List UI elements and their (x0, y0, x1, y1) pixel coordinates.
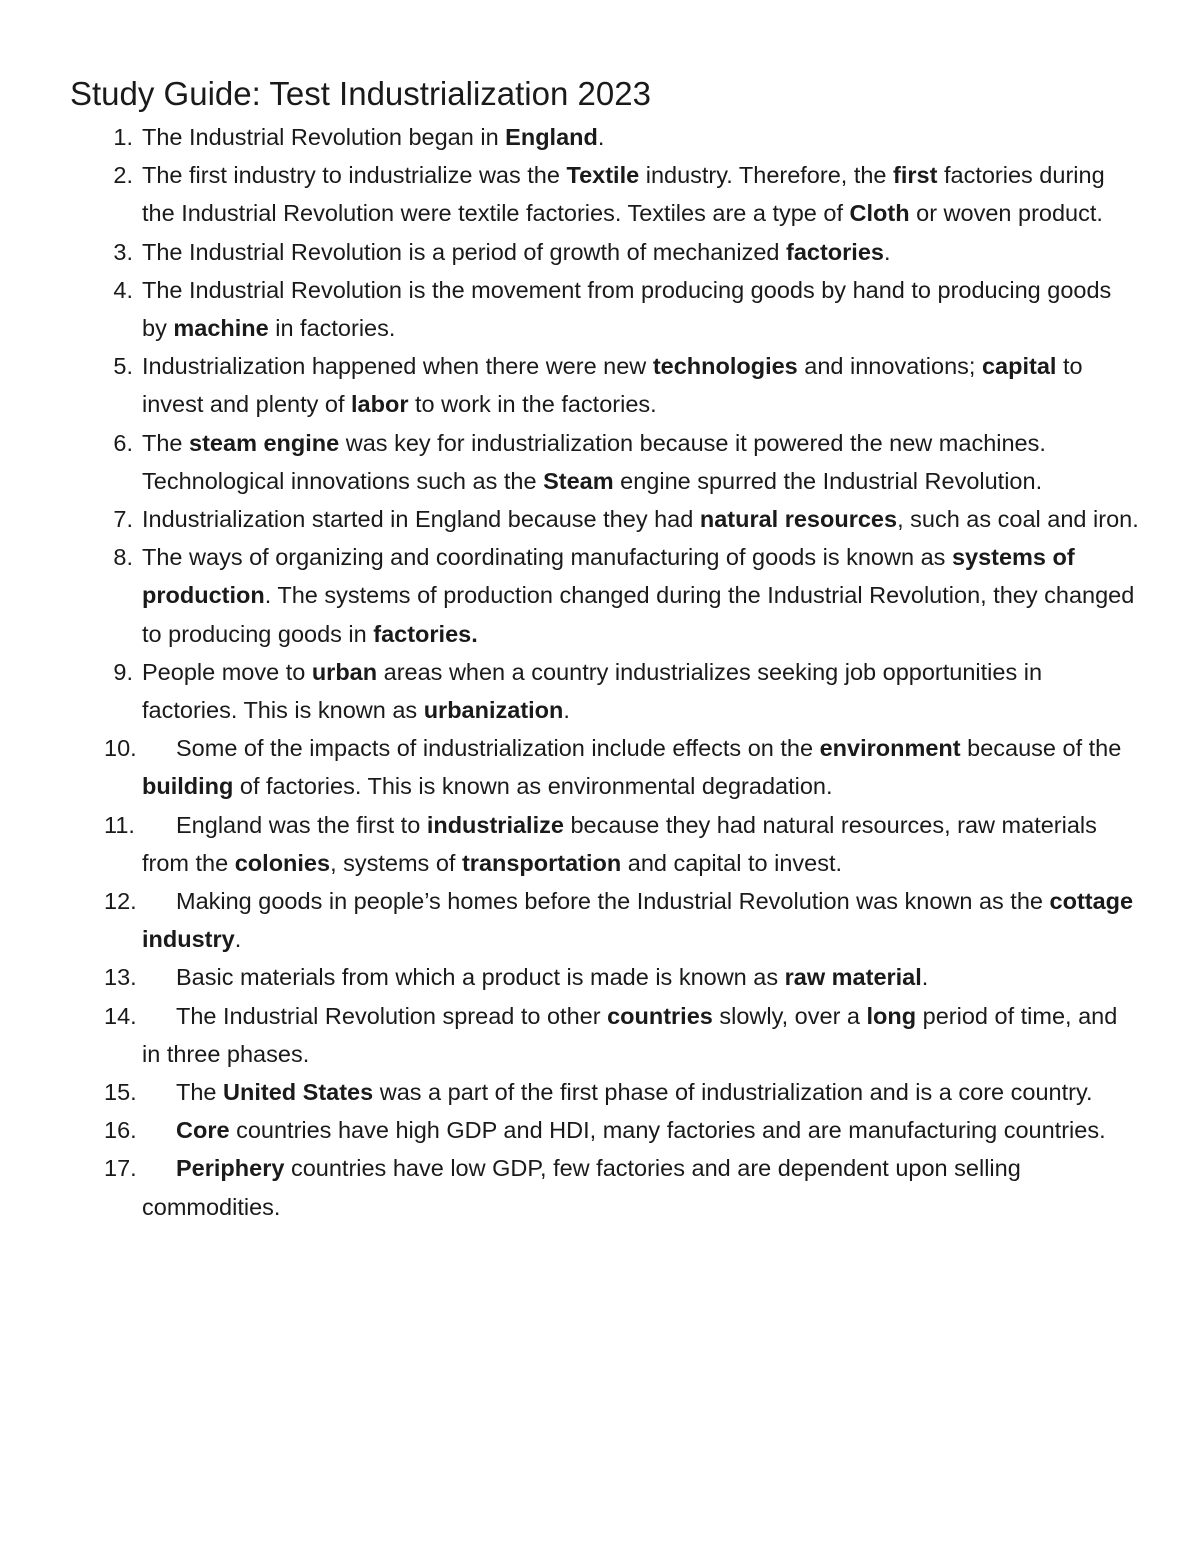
list-item (0, 997, 1142, 1073)
text-segment: was key for industrialization because it powered the new machines. Technological innovations such as the (142, 429, 1046, 494)
key-term: systems of production (142, 544, 1075, 609)
list-item-number: 4. (113, 276, 133, 303)
list-item (0, 1111, 1142, 1149)
text-segment: England was the first to (176, 811, 427, 838)
text-segment: of factories. This is known as environmental degradation. (233, 773, 833, 800)
list-item-number: 15. (104, 1079, 137, 1106)
list-item-text (142, 544, 1134, 646)
list-item-text (142, 958, 1142, 996)
list-item (0, 958, 1142, 996)
key-term: machine (173, 315, 269, 342)
list-item-text (142, 430, 1046, 494)
key-term: raw material (784, 964, 922, 991)
list-item-text (142, 659, 1042, 723)
list-item-number: 9. (113, 658, 133, 685)
text-segment: countries have low GDP, few factories and are dependent upon selling commodities. (142, 1155, 1021, 1220)
key-term: cottage industry (142, 888, 1134, 953)
key-term: labor (351, 391, 409, 418)
text-segment: The first industry to industrialize was the (142, 162, 567, 189)
list-item (0, 424, 1142, 500)
text-segment: The Industrial Revolution began in (142, 124, 506, 150)
list-item (0, 156, 1142, 232)
list-item (0, 271, 1142, 347)
list-item-number: 1. (113, 124, 133, 150)
key-term: colonies (234, 849, 331, 876)
text-segment: because they had natural resources, raw materials from the (142, 811, 1097, 876)
text-segment: . (563, 697, 570, 724)
list-item-number: 8. (113, 544, 133, 571)
text-segment: engine spurred the Industrial Revolution. (613, 467, 1043, 494)
text-segment: and capital to invest. (621, 849, 843, 876)
key-term: transportation (461, 849, 622, 876)
text-segment: The ways of organizing and coordinating manufacturing of goods is known as (142, 544, 952, 571)
text-segment: People move to (142, 658, 312, 685)
key-term: Cloth (849, 200, 910, 227)
list-item (0, 538, 1142, 653)
text-segment: or woven product. (909, 200, 1103, 227)
key-term: industrialize (426, 811, 564, 838)
key-term: natural resources (699, 506, 898, 533)
list-item-number: 11. (104, 811, 135, 838)
key-term: capital (981, 353, 1057, 380)
key-term: long (866, 1002, 917, 1029)
list-item (0, 347, 1142, 423)
list-item (0, 729, 1142, 805)
list-item-text (142, 806, 1142, 882)
text-segment: Industrialization started in England because they had (142, 506, 700, 533)
key-term: technologies (652, 353, 798, 380)
key-term: Core (176, 1117, 230, 1144)
list-item-number: 13. (104, 964, 137, 991)
key-term: Steam (543, 467, 614, 494)
text-segment: . (234, 926, 242, 953)
list-item-number: 16. (104, 1117, 137, 1144)
list-item-number: 14. (104, 1002, 137, 1029)
list-item-text (142, 997, 1142, 1073)
list-item-text (142, 882, 1142, 958)
page-title: Study Guide: Test Industrialization 2023 (70, 75, 651, 112)
text-segment: Industrialization happened when there were new (142, 353, 653, 380)
text-segment: . (597, 124, 605, 150)
list-item (0, 653, 1142, 729)
list-item-number: 5. (113, 353, 133, 380)
list-item-text (142, 353, 1083, 417)
text-segment: Making goods in people’s homes before the Industrial Revolution was known as the (176, 888, 1050, 915)
key-term: steam engine (189, 429, 340, 456)
list-item-number: 7. (113, 506, 133, 533)
text-segment: The (142, 429, 190, 456)
list-item-number: 6. (113, 429, 133, 456)
list-item-text (142, 1149, 1142, 1225)
text-segment: to work in the factories. (408, 391, 657, 418)
text-segment: . (883, 238, 891, 265)
text-segment: The Industrial Revolution spread to other (176, 1002, 608, 1029)
text-segment: The (176, 1079, 224, 1106)
text-segment: , systems of (330, 849, 462, 876)
study-guide-list (0, 118, 1200, 1226)
text-segment: and innovations; (797, 353, 982, 380)
key-term: urban (311, 658, 378, 685)
text-segment: period of time, and in three phases. (142, 1002, 1118, 1067)
text-segment: . The systems of production changed during the Industrial Revolution, they changed to producing goods in (142, 582, 1135, 647)
text-segment: The Industrial Revolution is the movement from producing goods by hand to producing goods by (142, 276, 1112, 342)
key-term: urbanization (423, 697, 564, 724)
list-item-text (142, 124, 604, 150)
key-term: factories (786, 238, 884, 265)
text-segment: countries have high GDP and HDI, many factories and are manufacturing countries. (229, 1117, 1106, 1144)
list-item-text (142, 277, 1111, 341)
text-segment: Basic materials from which a product is made is known as (176, 964, 785, 991)
key-term: England (505, 124, 598, 150)
text-segment: to invest and plenty of (142, 353, 1083, 418)
key-term: building (142, 773, 234, 800)
key-term: Periphery (176, 1155, 285, 1182)
text-segment: factories during the Industrial Revolution were textile factories. Textiles are a type of (142, 162, 1105, 227)
text-segment: was a part of the first phase of industrialization and is a core country. (373, 1079, 1093, 1106)
list-item (0, 500, 1142, 538)
text-segment: Some of the impacts of industrialization include effects on the (176, 735, 820, 762)
list-item (0, 806, 1142, 882)
list-item (0, 118, 1142, 156)
text-segment: The Industrial Revolution is a period of growth of mechanized (142, 238, 786, 265)
key-term: Textile (566, 162, 640, 189)
text-segment: , such as coal and iron. (897, 506, 1139, 533)
key-term: United States (223, 1079, 374, 1106)
list-item-number: 12. (104, 888, 137, 915)
list-item-text (142, 162, 1105, 226)
list-item-text (142, 239, 891, 265)
key-term: first (893, 162, 938, 189)
text-segment: in factories. (268, 315, 396, 342)
list-item-text (142, 1111, 1142, 1149)
list-item (0, 1073, 1142, 1111)
list-item-text (142, 506, 1139, 532)
key-term: environment (819, 735, 961, 762)
list-item-number: 10. (104, 735, 137, 762)
list-item-number: 2. (113, 162, 133, 189)
list-item (0, 1149, 1142, 1225)
text-segment: . (921, 964, 929, 991)
list-item-number: 3. (113, 238, 133, 265)
text-segment: slowly, over a (712, 1002, 867, 1029)
list-item-text (142, 729, 1142, 805)
list-item-number: 17. (104, 1155, 137, 1182)
text-segment: industry. Therefore, the (639, 162, 894, 189)
list-item-text (142, 1073, 1142, 1111)
text-segment: because of the (960, 735, 1122, 762)
key-term: factories. (373, 620, 478, 647)
text-segment: areas when a country industrializes seeking job opportunities in factories. This is known as (142, 658, 1043, 724)
key-term: countries (607, 1002, 713, 1029)
list-item (0, 233, 1142, 271)
list-item (0, 882, 1142, 958)
